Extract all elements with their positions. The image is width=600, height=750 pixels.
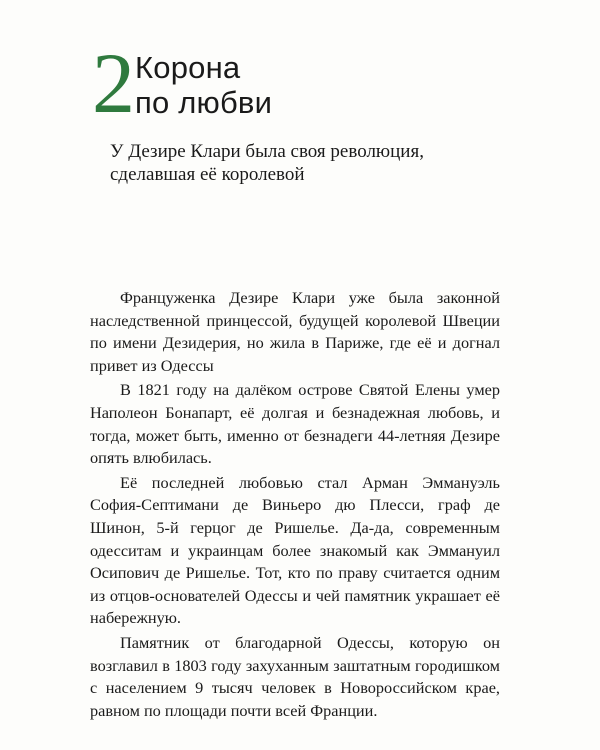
chapter-title-line-2: по любви [135,85,273,120]
paragraph-2: В 1821 году на далёком острове Святой Елены умер Наполеон Бонапарт, её долгая и безнадежная любовь, и тогда, может быть, именно от безнадеги 44-летняя Дезире опять влюбилась. [90,380,500,468]
paragraph-1: Француженка Дезире Клари уже была законной наследственной принцессой, будущей королевой Швеции по имени Дезидерия, но жила в Париже, где её и догнал привет из Одессы [90,288,500,375]
body-text [90,287,500,722]
chapter-subtitle [110,140,530,186]
subtitle-line-2: сделавшая её королевой [110,164,305,185]
paragraph-4: Памятник от благодарной Одессы, которую он возглавил в 1803 году захуханным заштатным городишком с населением 9 тысяч человек в Новороссийском крае, равном по площади почти всей Франции. [90,632,500,720]
paragraph-3: Её последней любовью стал Арман Эммануэль София-Септимани де Виньеро дю Плесси, граф де Шинон, 5-й герцог де Ришелье. Да-да, современным одесситам и украинцам более знакомый как Эммануил Осипович де Ришелье. Тот, кто по праву считается одним из отцов-основателей Одессы и чей памятник украшает её набережную. [90,472,500,628]
chapter-title [135,50,272,120]
chapter-number: 2 [92,35,135,131]
subtitle-line-1: У Дезире Клари была своя революция, [110,141,424,162]
chapter-title-line-1: Корона [135,50,241,85]
